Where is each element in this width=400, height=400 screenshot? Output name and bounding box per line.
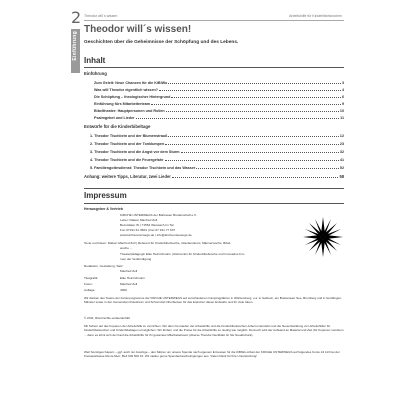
toc-entry-page: 11 [340, 116, 344, 120]
fact-key: Titelgrafik: [84, 276, 99, 280]
authors-line: Theaterpädagogin Elke Heinrichsohn | Referentin für Kinderbibelwoche und Innovative For- [120, 252, 245, 256]
toc-entry[interactable] [94, 95, 344, 99]
publisher-line: Leiter: Diakon Manfred Zoll [120, 218, 158, 222]
toc-group-label: Entwürfe für die Kinderbibeltage [84, 124, 151, 129]
section-tab-label: Einführung [72, 31, 78, 61]
authors-line: Texte und Ideen: Diakon Manfred Zoll | Referent für Kinderbibelwoche, Glaubenskurs, Männerwoche, Bibel- [84, 241, 232, 245]
page-title: Theodor will´s wissen! [84, 24, 192, 35]
toc-entry-page: 58 [339, 174, 344, 179]
toc-leader [165, 144, 339, 145]
running-head-right: Arbeitshilfe für Kinderbibelwochen [289, 14, 342, 18]
toc-entry[interactable] [94, 102, 344, 106]
running-head-left: Theodor will´s wissen [84, 14, 118, 18]
toc-entry[interactable] [94, 81, 344, 85]
fact-value: Elke Heinrichsohn [120, 276, 145, 280]
toc-entry[interactable] [90, 150, 344, 154]
toc-entry-label: 2. Theodor Tischbein und der Tonklumpen [90, 142, 165, 146]
page-number: 2 [71, 8, 82, 27]
contents-heading: Inhalt [84, 56, 106, 65]
toc-entry-label: 5. Familiengottesdienst: Theodor Tischbein und das Wasser [90, 166, 196, 170]
page-subtitle: Geschichten über die Geheimnisse der Schöpfung und des Lebens. [84, 40, 239, 45]
toc-leader [171, 97, 341, 98]
imprint-heading: Impressum [84, 191, 127, 200]
publisher-line: KIRCHE UNTERWEGS der Bahnauer Bruderschaft e.V. [120, 213, 197, 217]
toc-leader [166, 111, 339, 112]
toc-entry[interactable] [94, 109, 344, 113]
toc-entry-page: 6 [341, 95, 344, 99]
publisher-label: Herausgeber & Vertrieb [84, 207, 123, 211]
toc-entry-page: 4 [341, 88, 344, 92]
header-rule [84, 20, 344, 21]
imprint-copyright: © 2011, Rita Fischle-verlaerianhält [84, 316, 130, 320]
imprint-rule [84, 203, 344, 204]
imprint-thanks-paragraph: Wir danken den Teams der Ferienprogramme der KIRCHE UNTERWEGS auf verschiedenen Campingplätzen in Württemberg, u.a. in Gaihesn, am Breitenauer See, Bromberg und in Großlingen-Mänster sowie in den Gemeinden Rutesheim und Schorndorf-Oberberken für das Erproben dieser Entwürfe und für viele Ideen. [84, 296, 343, 305]
section-tab [71, 29, 80, 73]
fact-key: Auflage: [84, 288, 96, 292]
toc-entry-page: 23 [339, 142, 344, 146]
toc-entry-label: Psalmgebet und Lieder [94, 116, 135, 120]
fact-value: Manfred Zoll [120, 282, 138, 286]
fact-value: Manfred Zoll [120, 269, 138, 273]
toc-entry-label: 3. Theodor Tischbein und die Angst vor dem Sturm [90, 150, 180, 154]
toc-entry-page: 3 [341, 81, 344, 85]
toc-entry-label: Einführung fürs Mitarbeiterteam [94, 102, 151, 106]
toc-group-label: Einführung [84, 71, 107, 76]
toc-entry-label: Die Schöpfung – theologischer Hintergrund [94, 95, 171, 99]
authors-line: woche ... [120, 246, 133, 250]
toc-entry-label: Anhang: weitere Tipps, Literatur, zwei Lieder [84, 174, 171, 179]
toc-entry-page: 32 [339, 150, 344, 154]
toc-entry[interactable] [90, 134, 344, 138]
toc-leader [168, 83, 341, 84]
toc-entry[interactable] [90, 142, 344, 146]
contents-rule [84, 67, 344, 68]
fact-key: Redaktion, Gestaltung, Satz: [84, 264, 124, 268]
toc-leader [196, 168, 339, 169]
toc-entry-label: 1. Theodor Tischbein und der Blumenstrauß [90, 134, 168, 138]
publisher-line: www.kircheunterwegs.de | info@kircheunterwegs.de [120, 233, 192, 237]
toc-entry-page: 10 [339, 109, 344, 113]
toc-entry-page: 52 [339, 166, 344, 170]
toc-entry-page: 9 [341, 102, 344, 106]
authors-line: men der Verkündigung [120, 257, 152, 261]
toc-leader [165, 160, 339, 161]
toc-leader [172, 177, 339, 178]
publisher-line: Fon 07191 61 3663 | Fax 07 191.77 637 [120, 228, 176, 232]
fact-key: Fotos: [84, 282, 93, 286]
toc-entry[interactable] [90, 158, 344, 162]
toc-entry[interactable] [90, 166, 344, 170]
toc-entry-label: 4. Theodor Tischbein und die Feuergefahr [90, 158, 164, 162]
imprint-rule-top [84, 188, 344, 189]
imprint-donation-notice: Weil Sonstiges Kapern – ggf. auch nur Auszüge – den Sätzen um unsere Spende nach eigenem Ermessen für die KiBiWo-Arbeit der KIRCHE UNTERWEGS auf folgendes Konto 24 113 bei der Kreissparkasse Rems-Murr, BLZ 602 500 10. Wir stellen gerne Spendenbescheinigungen aus. Vielen Dank für Ihre Unterstützung! [84, 350, 340, 359]
imprint-copy-notice: Mit Schein auf des Kopieren der Arbeitshilfe zu verzichten. Wir dann frei kaufen der Arbeitshilfe und die Kinderbibelwochen-Arbeit unterstützt und die Neuentwicklung von Arbeitshilfen für Kinderbibelwochen und Kinderbibeltagen ermöglichen. Wir fördern und die Preise für die Arbeitshilfe so niedrig wie möglich. Dennoch wird der Aufwand an Material und Zeit (für Kopieren meinbem ... dann es lohnt sich der Kauf die Arbeitshilfe für Ihr gesamtes Mitarbeiterteam (diverse Theodor Deckblatt Gr Sie Neuabdruck). [84, 324, 344, 337]
church-logo-icon [303, 217, 343, 257]
toc-entry[interactable] [94, 116, 344, 120]
toc-leader [159, 90, 341, 91]
fact-value: 4000 [120, 288, 127, 292]
toc-entry[interactable] [94, 88, 344, 92]
toc-entry-label: Zum Geleit: Neue Chancen für die KiBiWo [94, 81, 168, 85]
publisher-line: Bezoldsker W | 71554 Weissach Im Tal [120, 223, 174, 227]
toc-entry-page: 12 [339, 134, 344, 138]
toc-leader [136, 118, 340, 119]
toc-leader [151, 104, 341, 105]
toc-entry-page: 41 [339, 158, 344, 162]
toc-entry-label: Bibeltheater: Hauptpersonen und Rollen [94, 109, 165, 113]
toc-leader [181, 152, 339, 153]
toc-entry-label: Was will Theodor eigentlich wissen? [94, 88, 158, 92]
toc-leader [168, 136, 339, 137]
toc-entry[interactable] [84, 174, 344, 179]
